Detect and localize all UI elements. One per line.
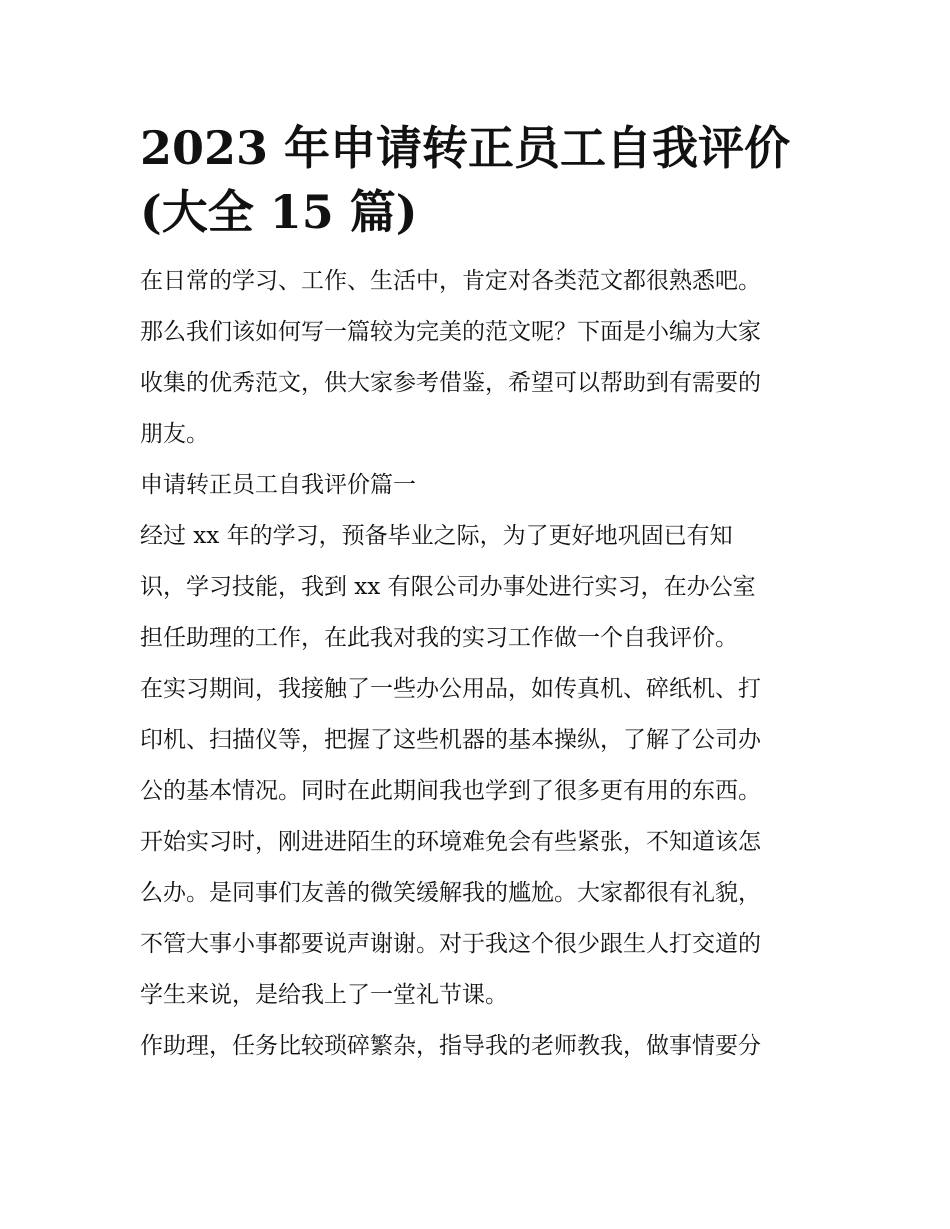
text-line: 印机、扫描仪等，把握了这些机器的基本操纵，了解了公司办 <box>140 727 761 753</box>
document-title <box>140 116 820 244</box>
text-line: 作助理，任务比较琐碎繁杂，指导我的老师教我，做事情要分 <box>140 1033 761 1059</box>
document-content <box>140 116 820 1072</box>
document-body <box>140 256 820 1072</box>
text-line: 收集的优秀范文，供大家参考借鉴，希望可以帮助到有需要的 <box>140 370 761 396</box>
text-line: 不管大事小事都要说声谢谢。对于我这个很少跟生人打交道的 <box>140 931 761 957</box>
section-heading: 申请转正员工自我评价篇一 <box>140 472 416 498</box>
text-line: 朋友。 <box>140 421 209 447</box>
text-line: 经过 xx 年的学习，预备毕业之际，为了更好地巩固已有知 <box>140 523 733 549</box>
text-line: 么办。是同事们友善的微笑缓解我的尴尬。大家都很有礼貌， <box>140 880 761 906</box>
text-line: 那么我们该如何写一篇较为完美的范文呢？下面是小编为大家 <box>140 319 761 345</box>
text-line: 开始实习时，刚进进陌生的环境难免会有些紧张，不知道该怎 <box>140 829 761 855</box>
text-line: 担任助理的工作，在此我对我的实习工作做一个自我评价。 <box>140 625 738 651</box>
title-line-1: 2023 年申请转正员工自我评价 <box>140 121 791 175</box>
text-line: 识，学习技能，我到 xx 有限公司办事处进行实习，在办公室 <box>140 574 756 600</box>
text-line: 在日常的学习、工作、生活中，肯定对各类范文都很熟悉吧。 <box>140 268 761 294</box>
title-line-2: (大全 15 篇) <box>140 185 418 239</box>
text-line: 公的基本情况。同时在此期间我也学到了很多更有用的东西。 <box>140 778 761 804</box>
text-line: 在实习期间，我接触了一些办公用品，如传真机、碎纸机、打 <box>140 676 761 702</box>
text-line: 学生来说，是给我上了一堂礼节课。 <box>140 982 508 1008</box>
